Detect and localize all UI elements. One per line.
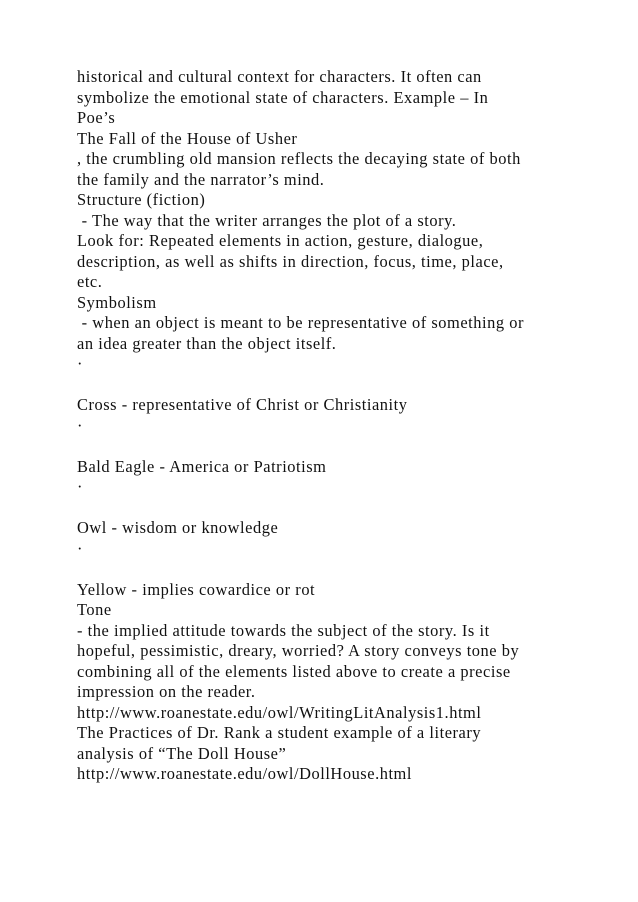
document-line: Structure (fiction) [77, 190, 206, 209]
document-line: historical and cultural context for characters. It often can [77, 67, 482, 86]
document-line: Symbolism [77, 292, 157, 312]
document-line [77, 436, 617, 457]
document-line: combining all of the elements listed above to create a precise [77, 661, 511, 681]
document-line: Poe’s [77, 108, 116, 127]
document-line: · [77, 354, 84, 373]
document-line: - when an object is meant to be representative of something or [77, 313, 525, 332]
document-text [77, 67, 617, 785]
document-line: , the crumbling old mansion reflects the decaying state of both [77, 149, 521, 168]
document-line: symbolize the emotional state of characters. Example – In [77, 87, 489, 107]
document-line: analysis of “The Doll House” [77, 743, 287, 763]
document-link-line: http://www.roanestate.edu/owl/WritingLitAnalysis1.html [77, 702, 482, 722]
document-line: hopeful, pessimistic, dreary, worried? A story conveys tone by [77, 641, 520, 660]
document-link-line: http://www.roanestate.edu/owl/DollHouse.html [77, 764, 412, 783]
document-line: description, as well as shifts in direction, focus, time, place, [77, 251, 504, 271]
document-line: Cross - representative of Christ or Christianity [77, 395, 408, 414]
document-line: Bald Eagle - America or Patriotism [77, 456, 327, 476]
document-line: the family and the narrator’s mind. [77, 169, 325, 189]
document-line: an idea greater than the object itself. [77, 333, 337, 353]
document-line: Yellow - implies cowardice or rot [77, 579, 316, 599]
document-line: · [77, 538, 84, 558]
document-line [77, 375, 617, 396]
document-line [77, 498, 617, 519]
document-line [77, 559, 617, 580]
document-line: impression on the reader. [77, 682, 256, 701]
document-line: Owl - wisdom or knowledge [77, 518, 279, 537]
document-line: The Practices of Dr. Rank a student example of a literary [77, 723, 482, 742]
document-line: etc. [77, 272, 103, 291]
document-line: - the implied attitude towards the subject of the story. Is it [77, 620, 490, 640]
document-line: · [77, 415, 84, 435]
document-line: Look for: Repeated elements in action, gesture, dialogue, [77, 231, 484, 250]
document-line: - The way that the writer arranges the plot of a story. [77, 210, 457, 230]
document-line: Tone [77, 600, 112, 619]
document-line: · [77, 477, 84, 496]
document-line: The Fall of the House of Usher [77, 128, 298, 148]
